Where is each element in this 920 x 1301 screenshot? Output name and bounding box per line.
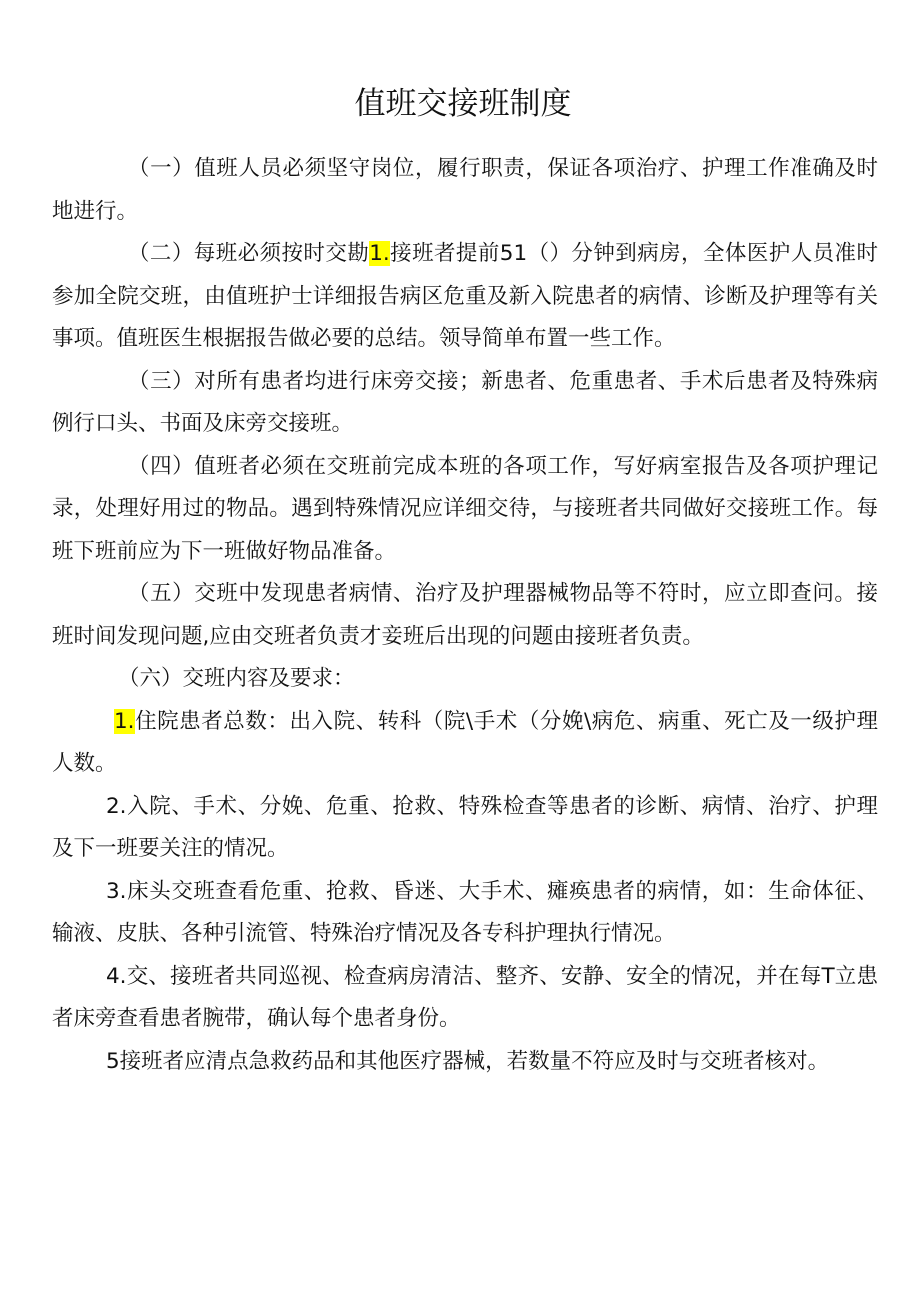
paragraph-4: （四）值班者必须在交班前完成本班的各项工作，写好病室报告及各项护理记录，处理好用过的物品。遇到特殊情况应详细交待，与接班者共同做好交接班工作。每班下班前应为下一班做好物品准备。 <box>52 453 878 564</box>
document-title: 值班交接班制度 <box>354 86 572 122</box>
paragraph-1: （一）值班人员必须坚守岗位，履行职责，保证各项治疗、护理工作准确及时地进行。 <box>52 156 878 224</box>
document-body <box>52 148 878 1083</box>
list-item-2: 2.入院、手术、分娩、危重、抢救、特殊检查等患者的诊断、病情、治疗、护理及下一班要关注的情况。 <box>52 793 878 861</box>
list-item-4: 4.交、接班者共同巡视、检查病房清洁、整齐、安静、安全的情况，并在每T立患者床旁查看患者腕带，确认每个患者身份。 <box>52 963 878 1031</box>
list-item-1 <box>52 701 878 786</box>
list-item-5: 5接班者应清点急救药品和其他医疗器械，若数量不符应及时与交班者核对。 <box>106 1048 830 1074</box>
highlighted-number-2: 1. <box>114 708 135 734</box>
paragraph-3: （三）对所有患者均进行床旁交接；新患者、危重患者、手术后患者及特殊病例行口头、书面及床旁交接班。 <box>52 368 878 436</box>
list-item-1-text: 住院患者总数：出入院、转科（院\手术（分娩\病危、病重、死亡及一级护理人数。 <box>52 708 878 776</box>
highlighted-number-1: 1. <box>369 241 390 266</box>
paragraph-2-text-start: （二）每班必须按时交勘 <box>128 241 370 266</box>
paragraph-2 <box>52 233 878 361</box>
paragraph-2-text-end: 接班者提前51（）分钟到病房，全体医护人员准时参加全院交班，由值班护士详细报告病区危重及新入院患者的病情、诊断及护理等有关事项。值班医生根据报告做必要的总结。领导简单布置一些工作。 <box>52 241 878 351</box>
paragraph-5: （五）交班中发现患者病情、治疗及护理器械物品等不符时，应立即查问。接班时间发现问题,应由交班者负责才妾班后出现的问题由接班者负责。 <box>52 581 878 649</box>
list-item-3: 3.床头交班查看危重、抢救、昏迷、大手术、瘫痪患者的病情，如：生命体征、输液、皮肤、各种引流管、特殊治疗情况及各专科护理执行情况。 <box>52 878 878 946</box>
paragraph-6: （六）交班内容及要求： <box>118 666 355 691</box>
